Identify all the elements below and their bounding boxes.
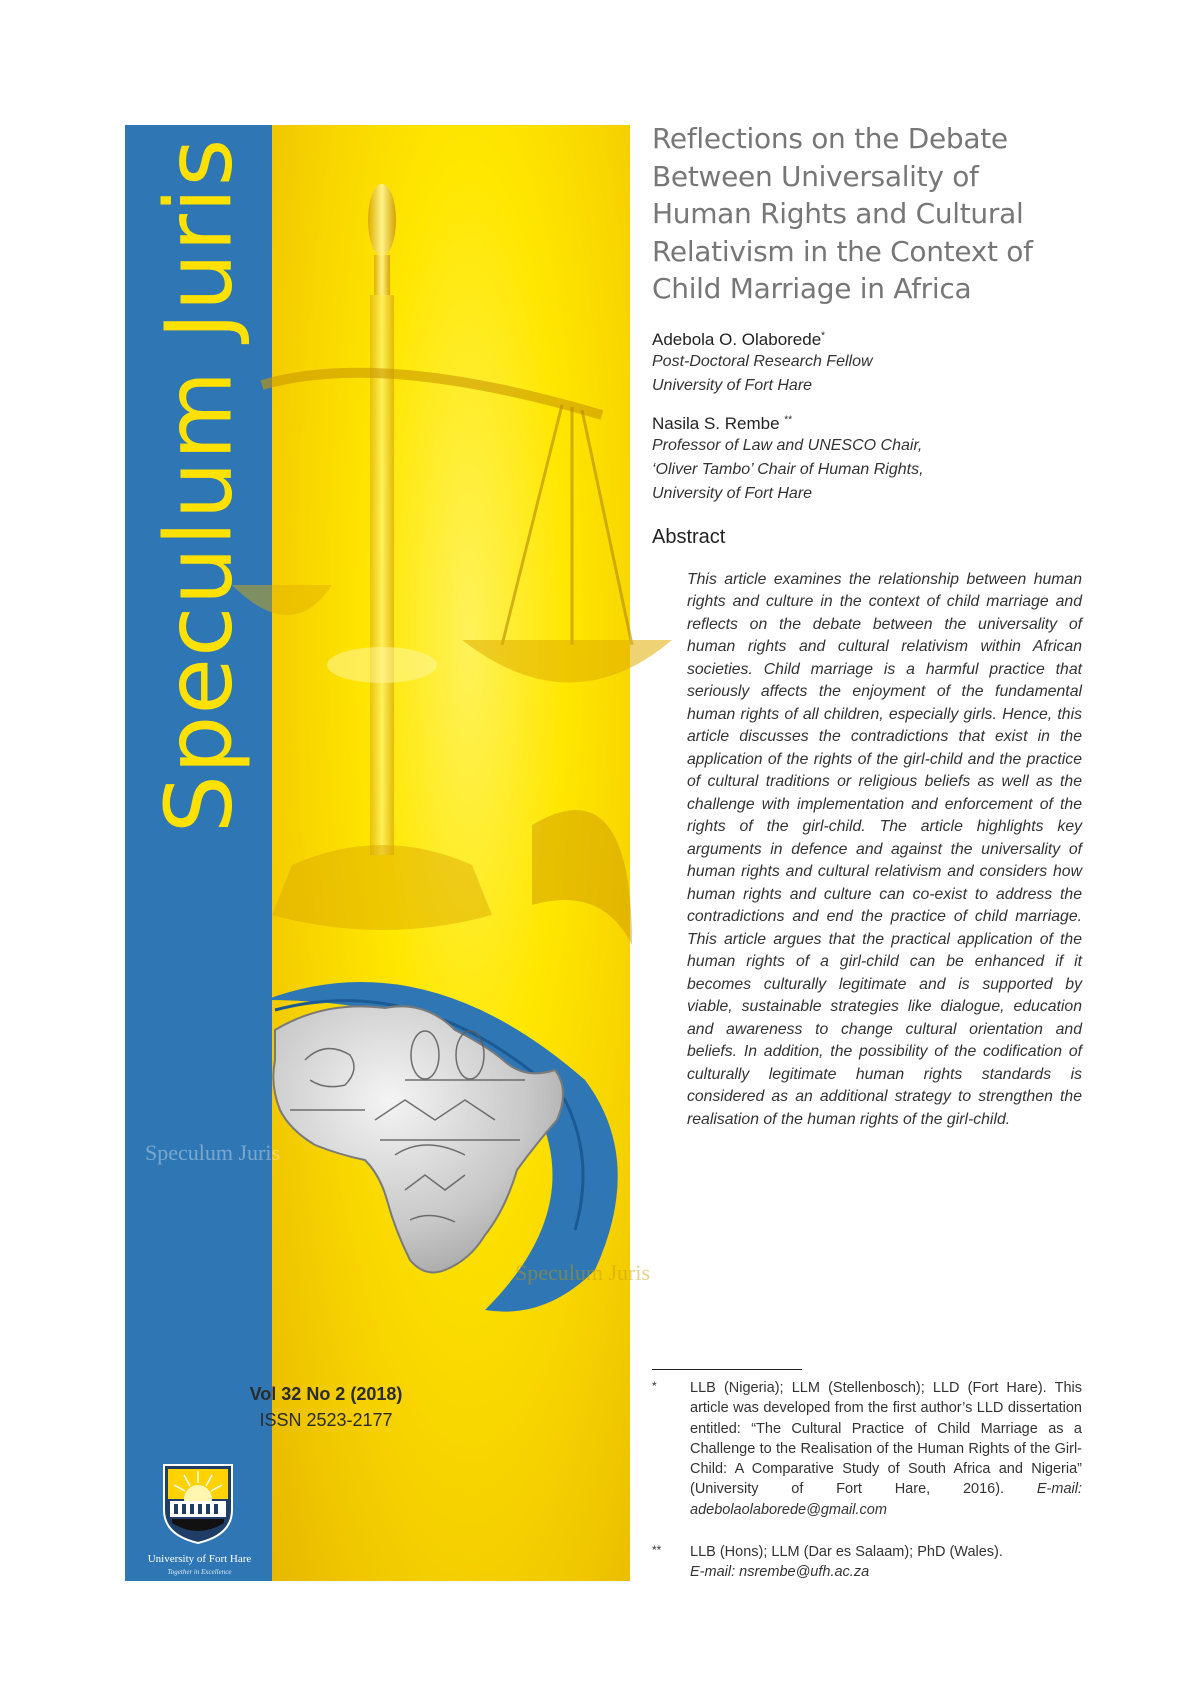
- article-title: Reflections on the Debate Between Universality of Human Rights and Cultural Relativism in the Context of Child Marriage in Africa: [652, 122, 1033, 305]
- cover-yellow-panel: [272, 125, 630, 1581]
- footnote-1: [652, 1378, 1082, 1520]
- author-1-footnote-marker: *: [821, 329, 826, 341]
- cover-watermark-text: Speculum Juris: [145, 1140, 281, 1165]
- issn-number: ISSN 2523-2177: [259, 1410, 393, 1430]
- journal-title-vertical: [125, 125, 272, 845]
- university-crest-icon: [158, 1455, 238, 1545]
- author-2-name: [652, 414, 1082, 434]
- university-motto: Together in Excellence: [167, 1568, 232, 1576]
- footnote-1-email[interactable]: adebolaolaborede@gmail.com: [690, 1501, 887, 1518]
- author-1-affiliation-line: Post-Doctoral Research Fellow: [652, 352, 873, 370]
- author-1-affiliation-line: University of Fort Hare: [652, 376, 813, 394]
- journal-cover: [125, 125, 630, 1581]
- abstract-heading: Abstract: [652, 525, 726, 548]
- footnote-2-content: [690, 1542, 1082, 1583]
- author-1-name: [652, 330, 1082, 350]
- article-front-matter: [652, 120, 1082, 1131]
- footnote-1-text: LLB (Nigeria); LLM (Stellenbosch); LLD (Fort Hare). This article was developed from the first author’s LLD dissertation entitled: “The Cultural Practice of Child Marriage as a Challenge to the Realisation of the Human Rights of the Girl-Child: A Comparative Study of South Africa and Nigeria” (University of Fort Hare, 2016).: [690, 1380, 1082, 1498]
- footnote-1-email-label: E-mail:: [1036, 1481, 1082, 1498]
- journal-name: Speculum Juris: [145, 137, 252, 833]
- africa-map-emblem-icon: [125, 960, 651, 1320]
- footnote-2-email[interactable]: nsrembe@ufh.ac.za: [739, 1564, 870, 1581]
- footnote-1-content: [690, 1378, 1082, 1520]
- footnote-2-text: LLB (Hons); LLM (Dar es Salaam); PhD (Wales).: [690, 1544, 1003, 1560]
- cover-blue-strip: [125, 125, 272, 1581]
- author-2-affiliation-line: University of Fort Hare: [652, 484, 813, 502]
- footnote-2-email-label: E-mail:: [690, 1564, 736, 1581]
- volume-issue: Vol 32 No 2 (2018): [249, 1384, 403, 1404]
- author-2-footnote-marker: **: [784, 413, 793, 425]
- footnote-divider: [652, 1369, 802, 1370]
- university-name: University of Fort Hare: [147, 1553, 252, 1565]
- author-2-affiliation-line: Professor of Law and UNESCO Chair,: [652, 436, 923, 454]
- author-2-name-text: Nasila S. Rembe: [652, 413, 780, 433]
- abstract-body: This article examines the relationship between human rights and culture in the context of child marriage and reflects on the debate between the universality of human rights and cultural relativism within African societies. Child marriage is a harmful practice that seriously affects the enjoyment of the fundamental human rights of all children, especially girls. Hence, this article discusses the contradictions that exist in the application of the rights of the girl-child and the practice of cultural traditions or religious beliefs as well as the challenge with implementation and enforcement of the rights of the girl-child. The article highlights key arguments in defence and against the universality of human rights and cultural relativism and considers how human rights and culture can co-exist to address the contradictions and end the practice of child marriage. This article argues that the practical application of the human rights of a girl-child can be enhanced if it becomes culturally legitimate and is supported by viable, sustainable strategies like dialogue, education and awareness to change cultural orientation and beliefs. In addition, the possibility of the codification of culturally legitimate human rights standards is considered as an additional strategy to strengthen the realisation of the human rights of the girl-child.: [687, 570, 1082, 1128]
- author-2-affiliation-line: ‘Oliver Tambo’ Chair of Human Rights,: [652, 460, 924, 478]
- cover-watermark-text-2: Speculum Juris: [515, 1260, 651, 1285]
- author-1-name-text: Adebola O. Olaborede: [652, 329, 822, 349]
- footnote-1-marker: *: [652, 1379, 657, 1393]
- footnote-2: [652, 1542, 1082, 1583]
- footnote-2-marker: **: [652, 1543, 662, 1557]
